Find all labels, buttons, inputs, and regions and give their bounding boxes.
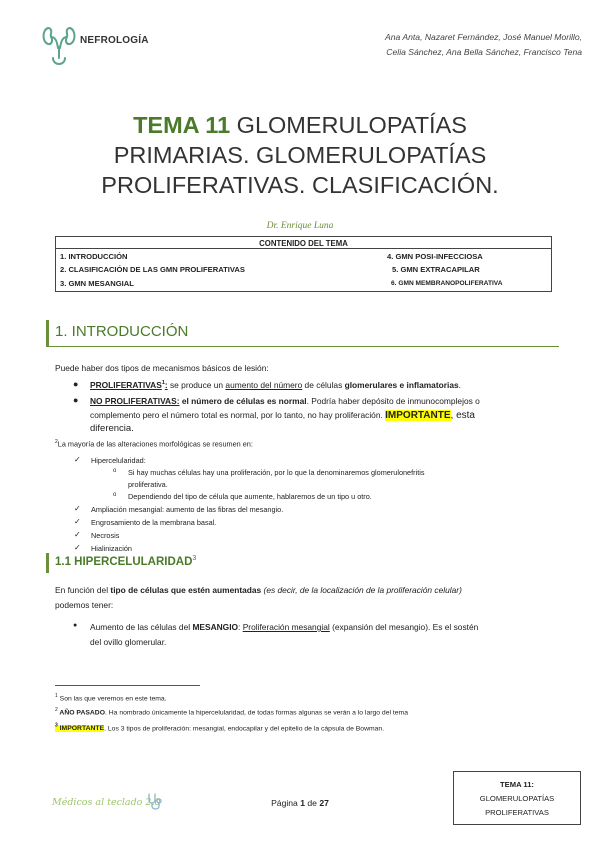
term-colon: : bbox=[164, 380, 168, 390]
footnote bbox=[55, 707, 408, 716]
contents-item: 2. CLASIFICACIÓN DE LAS GMN PROLIFERATIVAS bbox=[60, 265, 245, 274]
title-line: GLOMERULOPATÍAS bbox=[230, 112, 467, 138]
text: el número de células es normal bbox=[179, 396, 307, 406]
footnote-number: 1 bbox=[55, 693, 58, 699]
bullet-icon: ● bbox=[73, 395, 79, 405]
important-mark: IMPORTANTE bbox=[57, 725, 105, 733]
kidney-logo-icon bbox=[40, 22, 78, 70]
text: glomerulares e inflamatorias bbox=[344, 380, 459, 390]
subsection-heading bbox=[46, 553, 197, 573]
contents-item: 1. INTRODUCCIÓN bbox=[60, 252, 128, 261]
authors-line: Celia Sánchez, Ana Bella Sánchez, Francisco Tena bbox=[386, 47, 582, 57]
check-icon: ✓ bbox=[74, 530, 81, 539]
bullet-icon: ● bbox=[73, 379, 79, 389]
circle-bullet-icon: o bbox=[113, 492, 117, 498]
brand-logo: Médicos al teclado 2.0 bbox=[52, 797, 161, 808]
specialty-label: NEFROLOGÍA bbox=[80, 35, 149, 46]
footnote-separator bbox=[55, 685, 200, 686]
text: (es decir, de la localización de la proliferación celular) bbox=[261, 585, 462, 595]
contents-title: CONTENIDO DEL TEMA bbox=[259, 239, 348, 248]
check-item: Ampliación mesangial: aumento de las fibras del mesangio. bbox=[91, 505, 284, 514]
bullet-continuation bbox=[90, 410, 475, 421]
bullet-continuation: diferencia. bbox=[90, 423, 134, 434]
contents-divider bbox=[56, 248, 551, 249]
text: : bbox=[238, 622, 243, 632]
text: La mayoría de las alteraciones morfológicas se resumen en: bbox=[57, 439, 253, 449]
footnote-number: 2 bbox=[55, 707, 58, 713]
authors-line: Ana Anta, Nazaret Fernández, José Manuel Morillo, bbox=[385, 32, 582, 42]
paragraph-continuation: podemos tener: bbox=[55, 600, 114, 610]
footnote-ref: 3 bbox=[192, 555, 197, 562]
term: NO PROLIFERATIVAS: bbox=[90, 396, 180, 406]
paragraph bbox=[55, 585, 462, 595]
text: . Podría haber depósito de inmunocomplejos o bbox=[306, 396, 480, 406]
text: Página bbox=[271, 798, 301, 808]
contents-box bbox=[55, 236, 552, 292]
text: . Los 3 tipos de proliferación: mesangial, endocapilar y del epitelio de la cápsula de Bowman. bbox=[104, 725, 385, 733]
check-item: Hialinización bbox=[91, 544, 132, 553]
sub-item: Si hay muchas células hay una proliferación, por lo que la denominaremos glomerulonefritis bbox=[128, 468, 425, 477]
text: . bbox=[458, 380, 461, 390]
check-icon: ✓ bbox=[74, 517, 81, 526]
important-mark: IMPORTANTE bbox=[385, 410, 451, 421]
text: Aumento de las células del bbox=[90, 622, 193, 632]
check-icon: ✓ bbox=[74, 455, 81, 464]
text: MESANGIO bbox=[192, 622, 239, 632]
lecturer: Dr. Enrique Luna bbox=[266, 221, 334, 231]
text: complemento pero el número total es normal, por lo tanto, no hay proliferación. bbox=[90, 410, 386, 420]
page-title bbox=[40, 110, 560, 200]
term: PROLIFERATIVAS bbox=[90, 380, 162, 390]
text: Proliferación mesangial bbox=[242, 622, 330, 632]
footnote-ref: 1 bbox=[161, 380, 165, 387]
title-line: PRIMARIAS. GLOMERULOPATÍAS bbox=[113, 142, 487, 168]
contents-item: 3. GMN MESANGIAL bbox=[60, 279, 134, 288]
subsection-title bbox=[55, 555, 196, 568]
check-icon: ✓ bbox=[74, 504, 81, 513]
bullet-no-proliferativas bbox=[90, 396, 480, 406]
text: aumento del número bbox=[225, 380, 303, 390]
check-item: Hipercelularidad: bbox=[91, 456, 146, 465]
sub-item: proliferativa. bbox=[128, 480, 168, 489]
text: de células bbox=[302, 380, 345, 390]
footnote-number: 3 bbox=[55, 723, 58, 729]
title-number: TEMA 11 bbox=[133, 112, 231, 138]
text: . Ha nombrado únicamente la hipercelularidad, de todas formas algunas se verán a lo largo del tema bbox=[104, 709, 409, 717]
text: se produce un bbox=[167, 380, 226, 390]
topic-box-line: GLOMERULOPATÍAS bbox=[479, 794, 555, 803]
text: 27 bbox=[319, 798, 329, 808]
authors bbox=[282, 30, 582, 60]
topic-box-line: PROLIFERATIVAS bbox=[485, 808, 549, 817]
note-line bbox=[55, 439, 253, 448]
footnote bbox=[55, 723, 384, 732]
text: 1 bbox=[300, 798, 306, 808]
intro-text: Puede haber dos tipos de mecanismos básicos de lesión: bbox=[55, 363, 269, 373]
text: Son las que veremos en este tema. bbox=[57, 695, 167, 703]
section-heading bbox=[46, 320, 559, 347]
text: 1.1 HIPERCELULARIDAD bbox=[55, 555, 193, 568]
circle-bullet-icon: o bbox=[113, 468, 117, 474]
title-line: PROLIFERATIVAS. CLASIFICACIÓN. bbox=[101, 172, 499, 198]
text: , esta bbox=[450, 410, 475, 421]
text: tipo de células que estén aumentadas bbox=[110, 585, 262, 595]
topic-box bbox=[453, 771, 581, 825]
footnote bbox=[55, 693, 167, 702]
contents-item: 5. GMN EXTRACAPILAR bbox=[392, 265, 480, 274]
bullet-continuation: del ovillo glomerular. bbox=[90, 637, 167, 647]
check-item: Engrosamiento de la membrana basal. bbox=[91, 518, 217, 527]
text: En función del bbox=[55, 585, 111, 595]
sub-item: Dependiendo del tipo de célula que aumente, hablaremos de un tipo u otro. bbox=[128, 492, 372, 501]
contents-item: 4. GMN POSI-INFECCIOSA bbox=[387, 252, 483, 261]
contents-item: 6. GMN MEMBRANOPOLIFERATIVA bbox=[391, 280, 503, 287]
section-title: 1. INTRODUCCIÓN bbox=[55, 323, 189, 340]
check-icon: ✓ bbox=[74, 543, 81, 552]
text: AÑO PASADO bbox=[57, 709, 105, 717]
text: (expansión del mesangio). Es el sostén bbox=[329, 622, 479, 632]
bullet-mesangio bbox=[90, 622, 478, 632]
bullet-icon: ● bbox=[73, 622, 78, 629]
text: de bbox=[305, 798, 320, 808]
bullet-proliferativas bbox=[90, 380, 461, 390]
check-item: Necrosis bbox=[91, 531, 120, 540]
footnote-ref: 2 bbox=[55, 439, 58, 445]
topic-box-line: TEMA 11: bbox=[500, 780, 534, 789]
